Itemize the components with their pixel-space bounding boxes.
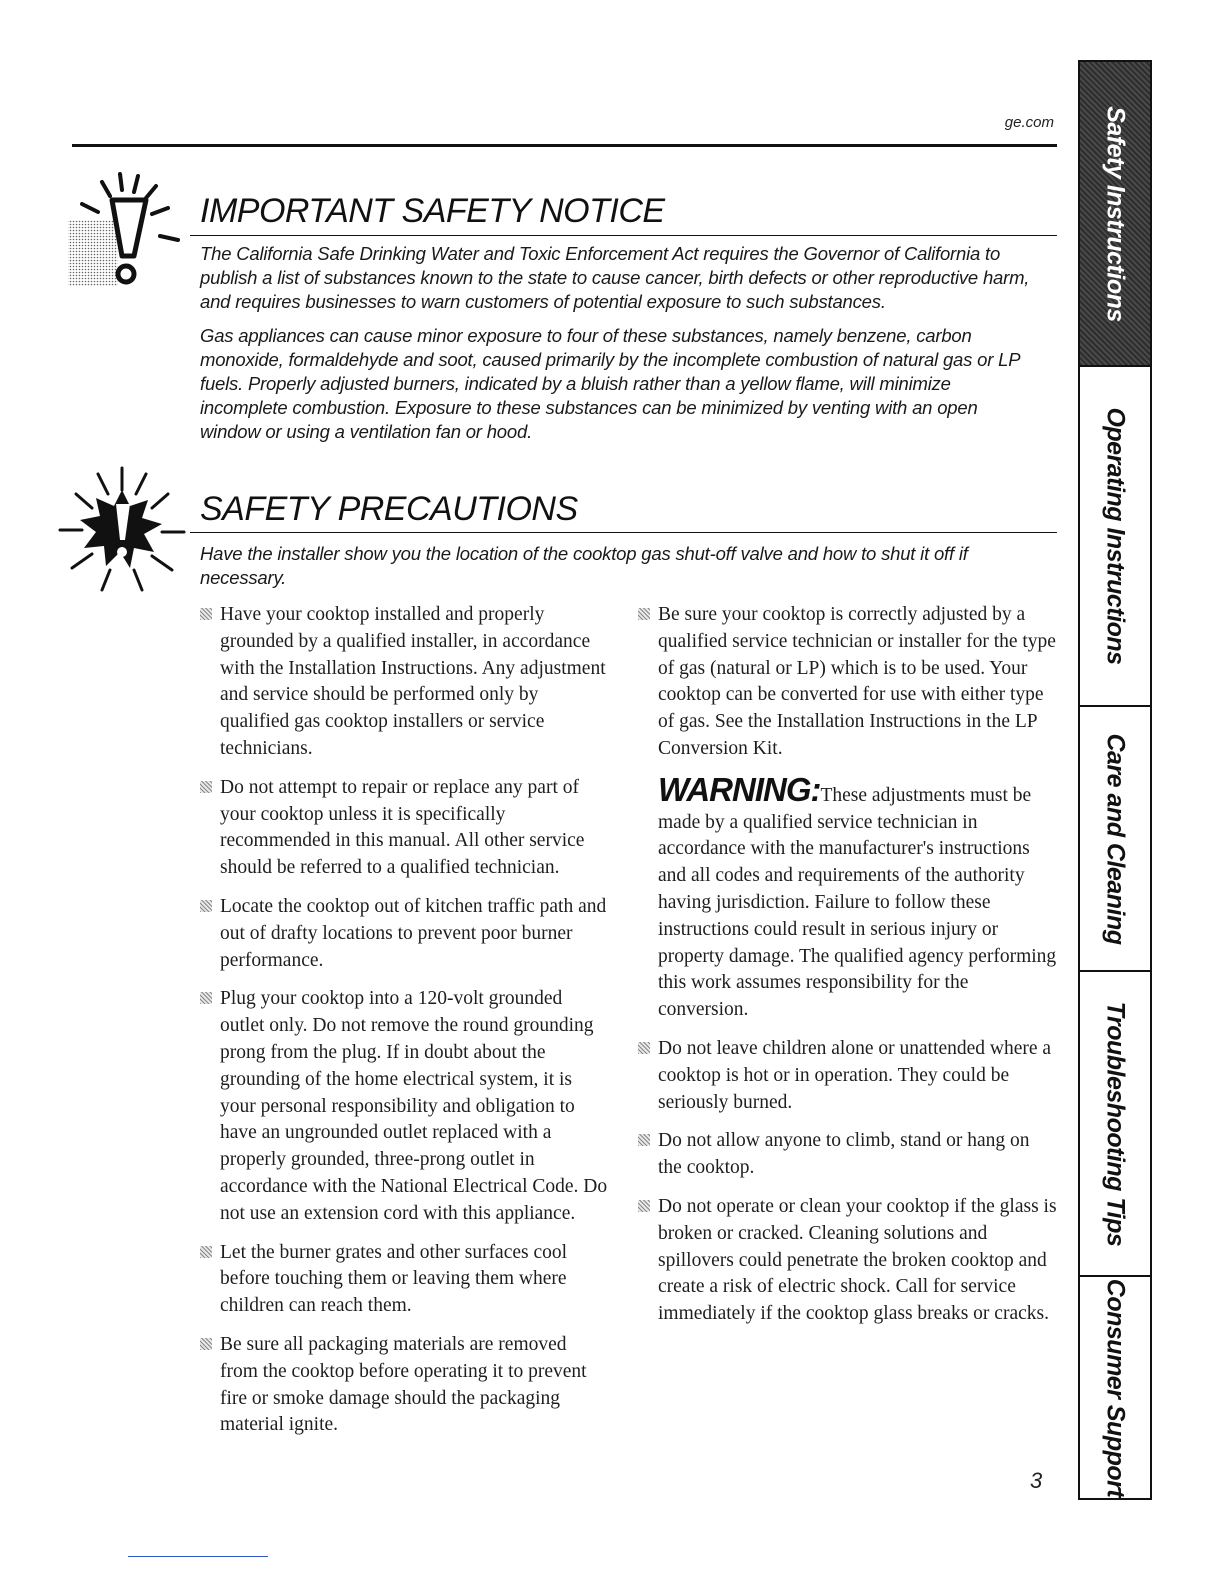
tab-label: Consumer Support <box>1101 1278 1130 1497</box>
list-item: Let the burner grates and other surfaces cool before touching them or leaving them where children can reach them. <box>198 1240 608 1320</box>
list-item: Plug your cooktop into a 120-volt grounded outlet only. Do not remove the round grounding prong from the plug. If in doubt about the grounding of the home electrical system, it is your personal responsibility and obligation to have an ungrounded outlet replaced with a properly grounded, three-prong outlet in accordance with the National Electrical Code. Do not use an extension cord with this appliance. <box>198 986 608 1227</box>
bullet-icon <box>200 781 212 793</box>
precautions-title: SAFETY PRECAUTIONS <box>200 490 578 528</box>
notice-body <box>200 242 1040 454</box>
bullet-icon <box>200 1246 212 1258</box>
precautions-right-column <box>636 602 1058 1340</box>
exclamation-warning-icon <box>60 160 190 290</box>
notice-paragraph-2: Gas appliances can cause minor exposure to four of these substances, namely benzene, carbon monoxide, formaldehyde and soot, caused primarily by the incomplete combustion of natural gas or LP fuels. Properly adjusted burners, indicated by a bluish rather than a yellow flame, will minimize incomplete combustion. Exposure to these substances can be minimized by venting with an open window or using a ventilation fan or hood. <box>200 325 1020 442</box>
bullet-icon <box>200 900 212 912</box>
list-item: Locate the cooktop out of kitchen traffic path and out of drafty locations to prevent poor burner performance. <box>198 894 608 974</box>
tab-label: Safety Instructions <box>1101 105 1130 322</box>
section-tabs <box>1078 60 1152 1500</box>
notice-title: IMPORTANT SAFETY NOTICE <box>200 192 665 230</box>
list-item: Do not operate or clean your cooktop if the glass is broken or cracked. Cleaning solutions and spillovers could penetrate the broken cooktop and create a risk of electric shock. Call for service immediately if the cooktop glass breaks or cracks. <box>636 1194 1058 1328</box>
bullet-icon <box>638 608 650 620</box>
warning-block <box>636 770 1058 1024</box>
precautions-intro: Have the installer show you the location of the cooktop gas shut-off valve and how to shut it off if necessary. <box>200 543 968 588</box>
top-rule <box>72 144 1057 147</box>
warning-text: These adjustments must be made by a qualified service technician in accordance with the manufacturer's instructions and all codes and requirements of the authority having jurisdiction. Failure to follow these instructions could result in serious injury or property damage. The qualified agency performing this work assumes responsibility for the conversion. <box>658 784 1057 1021</box>
exclamation-burst-icon <box>52 460 192 600</box>
bullet-icon <box>638 1200 650 1212</box>
page-number: 3 <box>1030 1468 1043 1493</box>
bullet-icon <box>200 992 212 1004</box>
list-item: Do not allow anyone to climb, stand or hang on the cooktop. <box>636 1128 1058 1182</box>
tab-consumer-support[interactable] <box>1080 1277 1150 1498</box>
tab-safety-instructions[interactable] <box>1080 62 1150 367</box>
tab-label: Troubleshooting Tips <box>1101 1001 1130 1246</box>
tab-care-and-cleaning[interactable] <box>1080 707 1150 972</box>
list-item: Have your cooktop installed and properly grounded by a qualified installer, in accordance with the Installation Instructions. Any adjustment and service should be performed only by qualified gas cooktop installers or service technicians. <box>198 602 608 763</box>
tab-label: Operating Instructions <box>1101 407 1130 665</box>
list-item: Do not leave children alone or unattended where a cooktop is hot or in operation. They could be seriously burned. <box>636 1036 1058 1116</box>
notice-rule <box>190 235 1057 236</box>
notice-paragraph-1: The California Safe Drinking Water and Toxic Enforcement Act requires the Governor of California to publish a list of substances known to the state to cause cancer, birth defects or other reproductive harm, and requires businesses to warn customers of potential exposure to such substances. <box>200 243 1030 312</box>
footer-rule <box>128 1556 268 1557</box>
bullet-icon <box>200 1338 212 1350</box>
bullet-icon <box>200 608 212 620</box>
tab-operating-instructions[interactable] <box>1080 367 1150 707</box>
bullet-icon <box>638 1134 650 1146</box>
bullet-icon <box>638 1042 650 1054</box>
list-item: Be sure all packaging materials are removed from the cooktop before operating it to prevent fire or smoke damage should the packaging material ignite. <box>198 1332 608 1439</box>
list-item: Be sure your cooktop is correctly adjusted by a qualified service technician or installer for the type of gas (natural or LP) which is to be used. Your cooktop can be converted for use with either type of gas. See the Installation Instructions in the LP Conversion Kit. <box>636 602 1058 763</box>
warning-label: WARNING: <box>658 770 821 808</box>
tab-label: Care and Cleaning <box>1101 733 1130 944</box>
precautions-rule <box>190 532 1057 533</box>
list-item: Do not attempt to repair or replace any part of your cooktop unless it is specifically recommended in this manual. All other service should be referred to a qualified technician. <box>198 775 608 882</box>
site-url: ge.com <box>1004 114 1054 131</box>
tab-troubleshooting-tips[interactable] <box>1080 972 1150 1277</box>
precautions-left-column <box>198 602 608 1451</box>
